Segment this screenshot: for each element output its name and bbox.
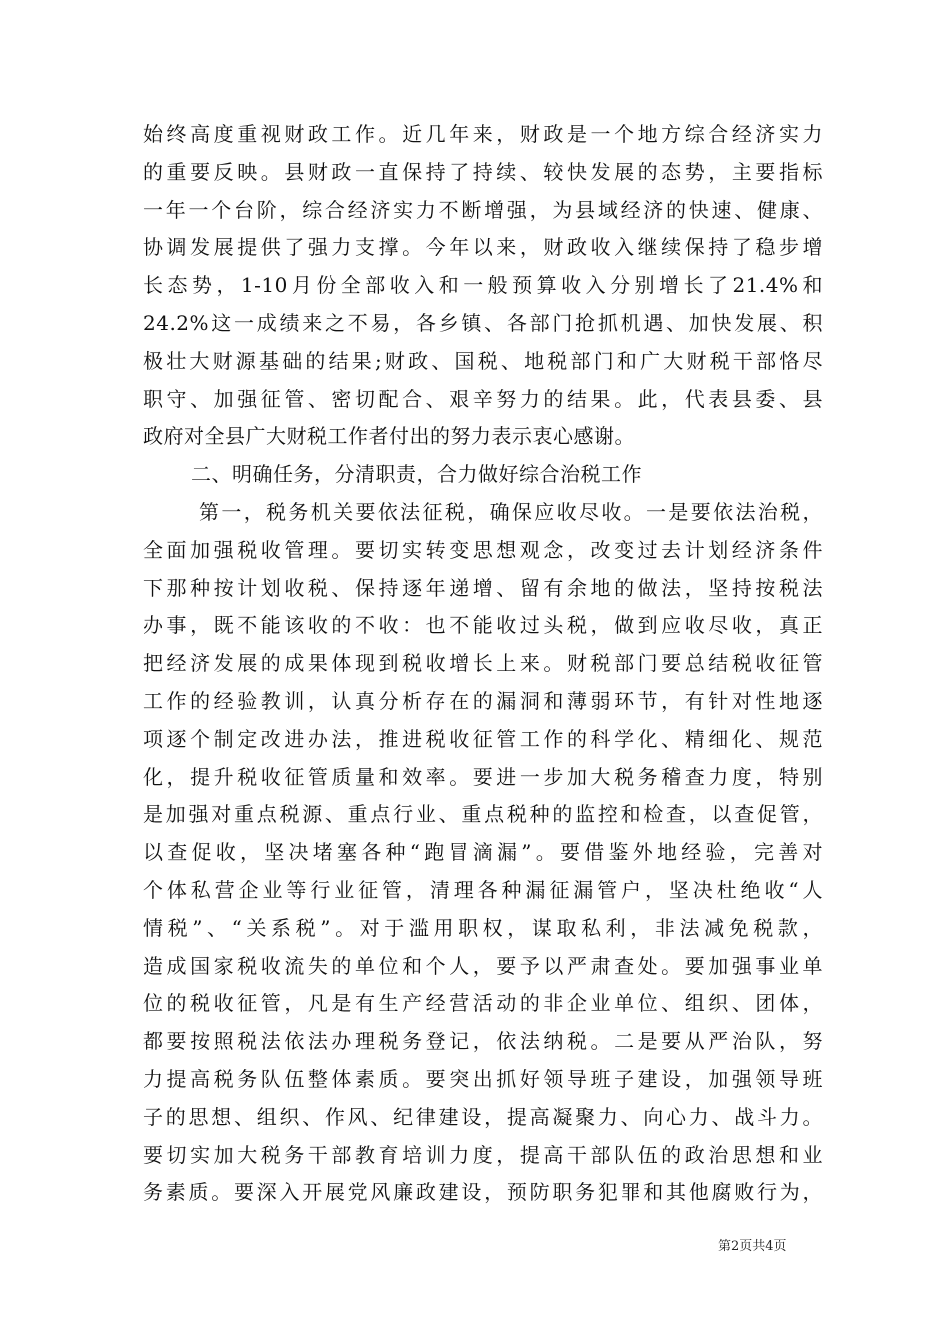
- section-heading: 二、明确任务，分清职责，合力做好综合治税工作: [191, 462, 642, 487]
- body-line: 子的思想、组织、作风、纪律建设，提高凝聚力、向心力、战斗力。: [143, 1104, 823, 1129]
- body-line: 以查促收，坚决堵塞各种“跑冒滴漏”。要借鉴外地经验，完善对: [143, 840, 823, 865]
- body-line: 要切实加大税务干部教育培训力度，提高干部队伍的政治思想和业: [143, 1142, 823, 1167]
- body-line: 工作的经验教训，认真分析存在的漏洞和薄弱环节，有针对性地逐: [143, 688, 823, 713]
- page-number-footer: 第2页共4页: [718, 1239, 787, 1254]
- body-line: 24.2%这一成绩来之不易，各乡镇、各部门抢抓机遇、加快发展、积: [143, 310, 823, 335]
- body-line: 长态势，1-10月份全部收入和一般预算收入分别增长了21.4%和: [143, 273, 823, 298]
- body-line: 办事，既不能该收的不收：也不能收过头税，做到应收尽收，真正: [143, 613, 823, 638]
- body-line: 是加强对重点税源、重点行业、重点税种的监控和检查，以查促管，: [143, 802, 823, 827]
- body-line: 化，提升税收征管质量和效率。要进一步加大税务稽查力度，特别: [143, 764, 823, 789]
- body-line: 造成国家税收流失的单位和个人，要予以严肃查处。要加强事业单: [143, 953, 823, 978]
- body-line: 的重要反映。县财政一直保持了持续、较快发展的态势，主要指标: [143, 159, 823, 184]
- body-line: 项逐个制定改进办法，推进税收征管工作的科学化、精细化、规范: [143, 726, 823, 751]
- body-line: 务素质。要深入开展党风廉政建设，预防职务犯罪和其他腐败行为，: [143, 1180, 823, 1205]
- body-line: 政府对全县广大财税工作者付出的努力表示衷心感谢。: [143, 424, 635, 449]
- body-line: 位的税收征管，凡是有生产经营活动的非企业单位、组织、团体，: [143, 991, 823, 1016]
- body-line: 个体私营企业等行业征管，清理各种漏征漏管户，坚决杜绝收“人: [143, 877, 823, 902]
- body-line: 职守、加强征管、密切配合、艰辛努力的结果。此，代表县委、县: [143, 386, 823, 411]
- body-line: 情税”、“关系税”。对于滥用职权，谋取私利，非法减免税款，: [143, 915, 823, 940]
- body-line: 极壮大财源基础的结果;财政、国税、地税部门和广大财税干部恪尽: [143, 348, 823, 373]
- body-line: 把经济发展的成果体现到税收增长上来。财税部门要总结税收征管: [143, 651, 823, 676]
- body-line: 都要按照税法依法办理税务登记，依法纳税。二是要从严治队，努: [143, 1029, 823, 1054]
- body-line: 协调发展提供了强力支撑。今年以来，财政收入继续保持了稳步增: [143, 235, 823, 260]
- body-line: 下那种按计划收税、保持逐年递增、留有余地的做法，坚持按税法: [143, 575, 823, 600]
- body-line: 第一，税务机关要依法征税，确保应收尽收。一是要依法治税，: [199, 499, 823, 524]
- body-line: 力提高税务队伍整体素质。要突出抓好领导班子建设，加强领导班: [143, 1066, 823, 1091]
- body-line: 一年一个台阶，综合经济实力不断增强，为县域经济的快速、健康、: [143, 197, 823, 222]
- body-line: 全面加强税收管理。要切实转变思想观念，改变过去计划经济条件: [143, 537, 823, 562]
- body-line: 始终高度重视财政工作。近几年来，财政是一个地方综合经济实力: [143, 122, 823, 146]
- document-body: [143, 116, 823, 1212]
